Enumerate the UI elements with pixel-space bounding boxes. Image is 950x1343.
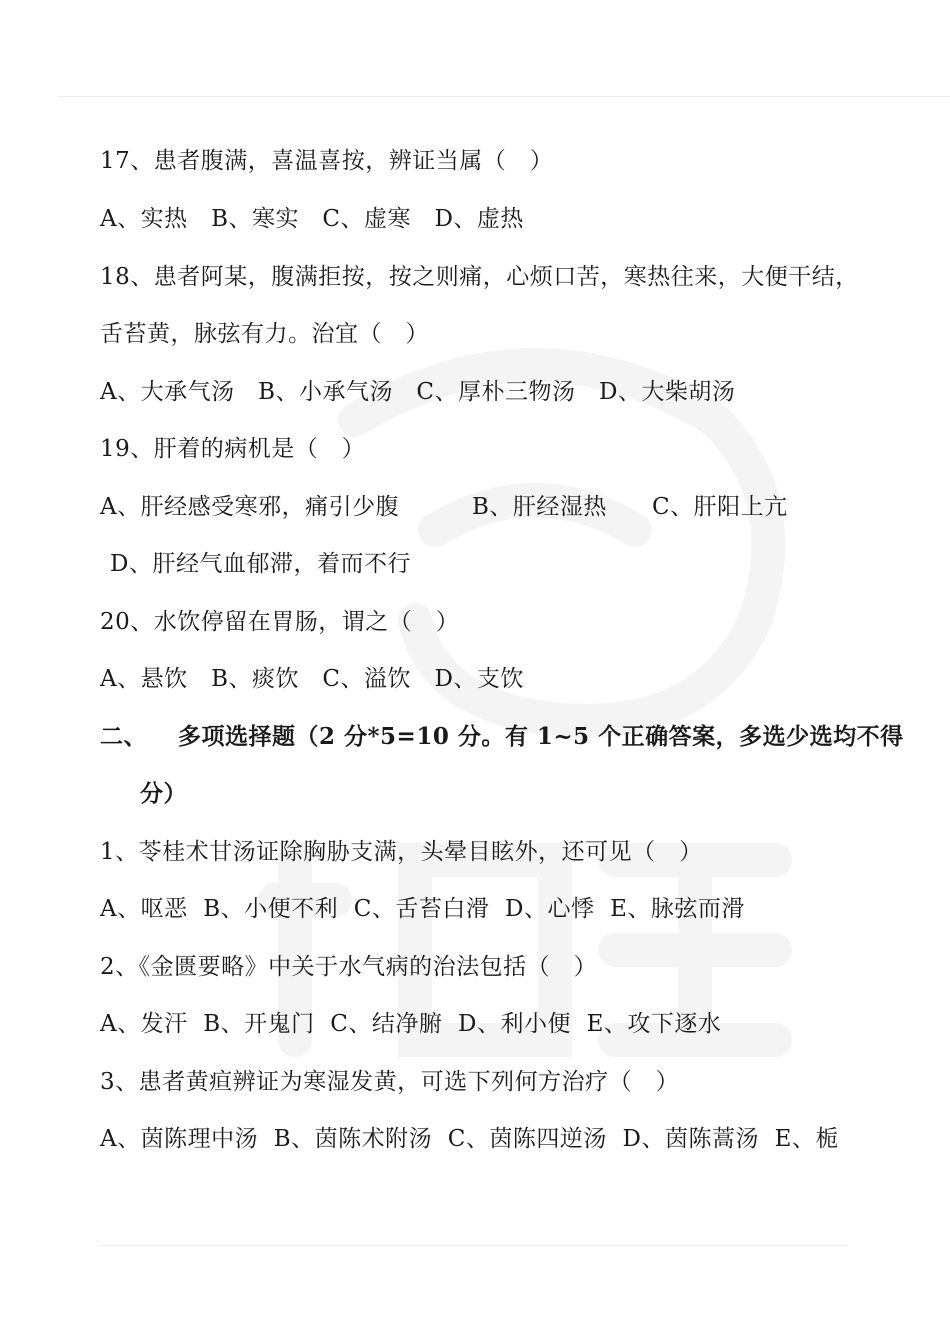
section-2-title-line2: 分） — [140, 780, 187, 807]
option-b: B、茵陈术附汤 — [273, 1126, 433, 1152]
section-2-number: 二、 — [100, 723, 147, 750]
multi-question-2-options — [100, 1009, 721, 1039]
multi-question-3-stem: 3、患者黄疸辨证为寒湿发黄，可选下列何方治疗（ ） — [100, 1069, 680, 1095]
question-17-options — [100, 204, 524, 234]
option-d: D、支饮 — [434, 666, 524, 692]
multi-question-1-options — [100, 894, 745, 924]
option-b: B、痰饮 — [211, 666, 299, 692]
footer-rule — [100, 1245, 848, 1246]
question-19-stem: 19、肝着的病机是（ ） — [100, 436, 366, 462]
multi-question-3-options — [100, 1124, 839, 1154]
option-b: B、开鬼门 — [203, 1011, 315, 1037]
option-b: B、小便不利 — [203, 896, 339, 922]
option-d: D、大柴胡汤 — [598, 379, 736, 405]
option-b: B、寒实 — [211, 206, 299, 232]
option-a: A、茵陈理中汤 — [100, 1126, 259, 1152]
question-20-options — [100, 664, 524, 694]
option-c: C、肝阳上亢 — [652, 494, 788, 520]
option-d: D、利小便 — [458, 1011, 571, 1037]
question-19-options-line1 — [100, 492, 788, 522]
option-a: A、肝经感受寒邪，痛引少腹 — [100, 494, 400, 520]
option-d: D、心悸 — [505, 896, 595, 922]
section-2-title-line1: 多项选择题（2 分*5=10 分。有 1~5 个正确答案，多选少选均不得 — [178, 723, 904, 750]
option-b: B、肝经湿热 — [472, 494, 607, 520]
option-b: B、小承气汤 — [258, 379, 393, 405]
question-19-option-d: D、肝经气血郁滞，着而不行 — [110, 551, 411, 577]
option-c: C、茵陈四逆汤 — [447, 1126, 607, 1152]
option-a: A、实热 — [100, 206, 188, 232]
option-c: C、结净腑 — [330, 1011, 443, 1037]
option-e: E、脉弦而滑 — [610, 896, 745, 922]
question-20-stem: 20、水饮停留在胃肠，谓之（ ） — [100, 609, 460, 635]
option-a: A、悬饮 — [100, 666, 188, 692]
header-rule — [58, 96, 950, 97]
option-a: A、发汗 — [100, 1011, 188, 1037]
option-c: C、虚寒 — [322, 206, 412, 232]
option-a: A、呕恶 — [100, 896, 188, 922]
option-c: C、溢饮 — [322, 666, 412, 692]
multi-question-1-stem: 1、苓桂术甘汤证除胸胁支满，头晕目眩外，还可见（ ） — [100, 839, 703, 865]
question-17-stem: 17、患者腹满，喜温喜按，辨证当属（ ） — [100, 148, 554, 174]
option-c: C、厚朴三物汤 — [416, 379, 576, 405]
question-18-stem-line1: 18、患者阿某，腹满拒按，按之则痛，心烦口苦，寒热往来，大便干结， — [100, 264, 859, 290]
option-c: C、舌苔白滑 — [353, 896, 490, 922]
multi-question-2-stem: 2、《金匮要略》中关于水气病的治法包括（ ） — [100, 954, 598, 980]
option-e: E、栀 — [774, 1126, 839, 1152]
question-18-stem-line2: 舌苔黄，脉弦有力。治宜（ ） — [100, 321, 429, 347]
option-d: D、虚热 — [434, 206, 524, 232]
question-18-options — [100, 377, 735, 407]
option-e: E、攻下逐水 — [586, 1011, 722, 1037]
option-d: D、茵陈蒿汤 — [622, 1126, 759, 1152]
option-a: A、大承气汤 — [100, 379, 235, 405]
